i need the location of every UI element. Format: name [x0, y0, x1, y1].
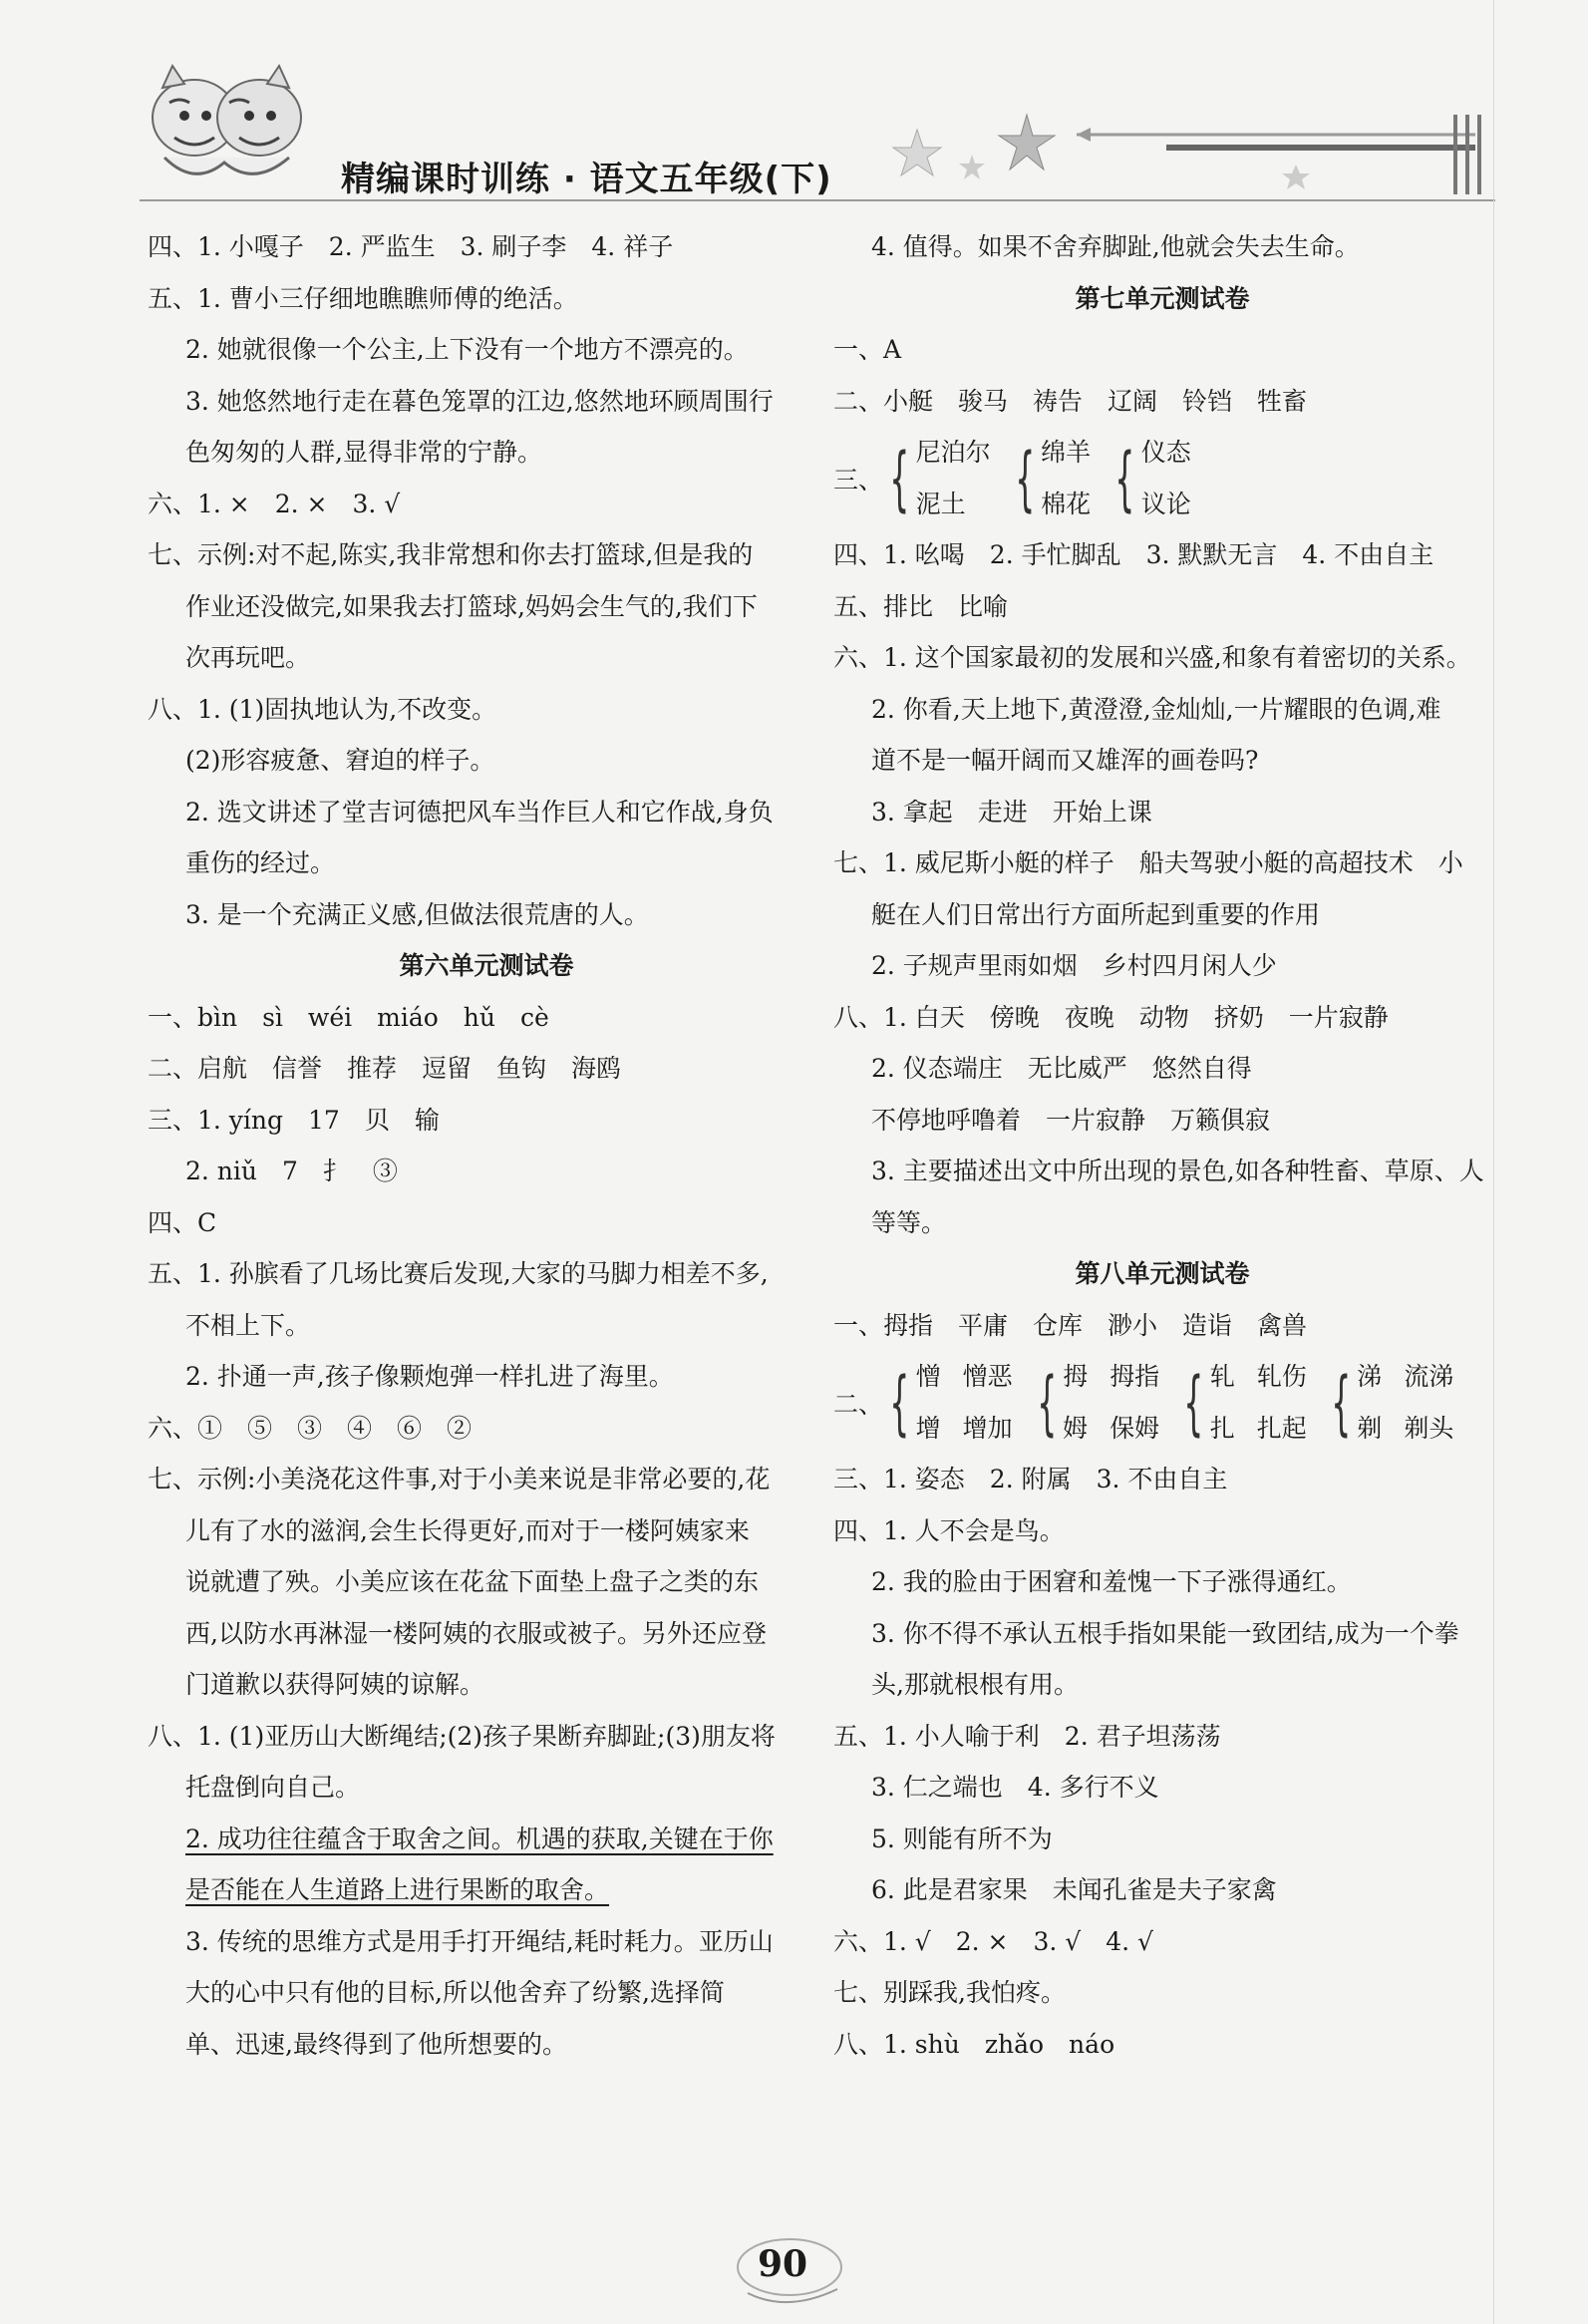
- answer-text: 3. 是一个充满正义感,但做法很荒唐的人。: [185, 899, 649, 929]
- answer-text: 3. 你不得不承认五根手指如果能一致团结,成为一个拳: [871, 1618, 1459, 1648]
- answer-text: 七、1. 威尼斯小艇的样子 船夫驾驶小艇的高超技术 小: [833, 848, 1463, 877]
- answer-line: [148, 1711, 825, 1763]
- answer-line: [148, 479, 825, 530]
- answer-line: [833, 1967, 1491, 2019]
- answer-line: [148, 1659, 825, 1711]
- answer-line: [833, 1095, 1491, 1147]
- answer-text: 第六单元测试卷: [399, 951, 574, 980]
- answer-text: 说就遭了殃。小美应该在花盆下面垫上盘子之类的东: [185, 1567, 760, 1596]
- answer-line: [148, 2019, 825, 2071]
- char-group: [883, 1351, 1013, 1454]
- right-column: [833, 221, 1491, 2070]
- answer-line: [148, 1762, 825, 1814]
- answer-text: (2)形容疲惫、窘迫的样子。: [185, 746, 495, 775]
- answer-line: [148, 324, 825, 376]
- answer-text: 头,那就根根有用。: [871, 1670, 1079, 1699]
- answer-line: [148, 427, 825, 479]
- answer-text: 西,以防水再淋湿一楼阿姨的衣服或被子。另外还应登: [185, 1618, 767, 1648]
- group-char: 憎: [915, 1362, 941, 1391]
- answer-line: [148, 581, 825, 633]
- answer-line: [148, 1300, 825, 1352]
- answer-text: 2. 扑通一声,孩子像颗炮弹一样扎进了海里。: [185, 1362, 674, 1391]
- answer-text: 3. 仁之端也 4. 多行不义: [871, 1773, 1159, 1802]
- group-char: 增: [915, 1413, 941, 1443]
- answer-line: [148, 1814, 825, 1865]
- answer-text: 第八单元测试卷: [1075, 1259, 1250, 1288]
- answer-text: 二、小艇 骏马 祷告 辽阔 铃铛 牲畜: [833, 386, 1308, 416]
- answer-text: 单、迅速,最终得到了他所想要的。: [185, 2029, 567, 2059]
- word-group: [1109, 427, 1191, 529]
- group-char: 扎: [1209, 1413, 1235, 1443]
- left-column: [148, 221, 825, 2070]
- group-word: 保姆: [1110, 1413, 1160, 1443]
- header-rule: [140, 199, 1495, 201]
- answer-line: [833, 1916, 1491, 1968]
- group-char: 拇: [1063, 1362, 1089, 1391]
- q7-3-prefix: 三、: [833, 465, 884, 495]
- answer-line: [148, 1248, 825, 1300]
- answer-text: 一、bìn sì wéi miáo hǔ cè: [148, 1002, 549, 1032]
- answer-text: 五、排比 比喻: [833, 591, 1009, 621]
- answer-text: 作业还没做完,如果我去打篮球,妈妈会生气的,我们下: [185, 591, 758, 621]
- answer-text: 六、① ⑤ ③ ④ ⑥ ②: [148, 1413, 473, 1443]
- char-group: [1177, 1351, 1307, 1454]
- answer-text: 大的心中只有他的目标,所以他舍弃了纷繁,选择简: [185, 1978, 725, 2007]
- answer-line: [833, 1864, 1491, 1916]
- section-title: [833, 1248, 1491, 1300]
- answer-text: 七、示例:对不起,陈实,我非常想和你去打篮球,但是我的: [148, 540, 754, 569]
- answer-text: 七、别踩我,我怕疼。: [833, 1978, 1066, 2007]
- brace-icon: {: [1036, 1361, 1057, 1444]
- answer-line: [833, 889, 1491, 941]
- answer-line: [148, 632, 825, 684]
- word-group: [1009, 427, 1092, 529]
- answer-text: 三、1. 姿态 2. 附属 3. 不由自主: [833, 1465, 1228, 1494]
- answer-line: [833, 1146, 1491, 1197]
- group-word: 议论: [1140, 489, 1191, 518]
- group-word: 尼泊尔: [915, 438, 991, 467]
- answer-line: [148, 837, 825, 889]
- answer-line: [833, 1814, 1491, 1865]
- answer-line: [833, 684, 1491, 736]
- answer-line: [833, 1197, 1491, 1249]
- answer-line: [833, 376, 1491, 428]
- answer-text: 2. 子规声里雨如烟 乡村四月闲人少: [871, 951, 1277, 980]
- answer-text: 4. 值得。如果不舍弃脚趾,他就会失去生命。: [871, 232, 1360, 261]
- answer-text: 七、示例:小美浇花这件事,对于小美来说是非常必要的,花: [148, 1465, 771, 1494]
- answer-text: 5. 则能有所不为: [871, 1824, 1053, 1853]
- answer-text: 四、1. 小嘎子 2. 严监生 3. 刷子李 4. 祥子: [148, 232, 674, 261]
- section-title: [148, 940, 825, 992]
- answer-line: [833, 324, 1491, 376]
- word-group: [883, 427, 991, 529]
- answer-text: 是否能在人生道路上进行果断的取舍。: [185, 1875, 610, 1904]
- answer-text: 四、C: [148, 1207, 217, 1237]
- answer-text: 托盘倒向自己。: [185, 1773, 361, 1802]
- answer-line: [833, 735, 1491, 787]
- answer-line: [833, 1711, 1491, 1763]
- brace-icon: {: [1014, 437, 1035, 519]
- answer-line: [833, 1300, 1491, 1352]
- group-char: 轧: [1209, 1362, 1235, 1391]
- answer-text: 八、1. (1)固执地认为,不改变。: [148, 694, 497, 724]
- group-word: 增加: [962, 1413, 1013, 1443]
- brace-icon: {: [1114, 437, 1135, 519]
- answer-line: [148, 1967, 825, 2019]
- section-title: [833, 273, 1491, 325]
- answer-line: [148, 1916, 825, 1968]
- answer-text: 四、1. 吆喝 2. 手忙脚乱 3. 默默无言 4. 不由自主: [833, 540, 1434, 569]
- q8-2-prefix: 二、: [833, 1389, 884, 1419]
- answer-line: [148, 684, 825, 736]
- unit7-q3-word-groups: [833, 427, 1491, 529]
- answer-line: [833, 2019, 1491, 2071]
- answer-text: 儿有了水的滋润,会生长得更好,而对于一楼阿姨家来: [185, 1515, 750, 1545]
- brace-icon: {: [1331, 1361, 1352, 1444]
- answer-text: 色匆匆的人群,显得非常的宁静。: [185, 438, 542, 467]
- answer-line: [148, 221, 825, 273]
- answer-line: [148, 273, 825, 325]
- answer-text: 2. 仪态端庄 无比威严 悠然自得: [871, 1054, 1252, 1083]
- answer-text: 2. 成功往往蕴含于取舍之间。机遇的获取,关键在于你: [185, 1824, 774, 1853]
- answer-text: 六、1. 这个国家最初的发展和兴盛,和象有着密切的关系。: [833, 643, 1471, 672]
- group-word: 绵羊: [1041, 438, 1092, 467]
- answer-line: [148, 1505, 825, 1557]
- answer-line: [148, 1146, 825, 1197]
- group-word: 棉花: [1041, 489, 1092, 518]
- group-word: 憎恶: [962, 1362, 1013, 1391]
- answer-text: 六、1. √ 2. × 3. √ 4. √: [833, 1926, 1153, 1956]
- answer-text: 2. 选文讲述了堂吉诃德把风车当作巨人和它作战,身负: [185, 797, 774, 827]
- answer-text: 五、1. 曹小三仔细地瞧瞧师傅的绝活。: [148, 283, 578, 313]
- header-title: 精编课时训练 · 语文五年级(下): [341, 160, 832, 199]
- answer-text: 2. niǔ 7 扌 ③: [185, 1157, 398, 1185]
- answer-line: [148, 376, 825, 428]
- answer-text: 三、1. yíng 17 贝 输: [148, 1105, 440, 1135]
- arrow-lines-decoration-icon: [1057, 110, 1495, 199]
- group-word: 扎起: [1256, 1413, 1307, 1443]
- group-word: 泥土: [915, 489, 966, 518]
- answer-line: [148, 1454, 825, 1505]
- answer-line: [148, 529, 825, 581]
- group-word: 仪态: [1140, 438, 1191, 467]
- answer-line: [148, 889, 825, 941]
- answer-line: [148, 735, 825, 787]
- page-header: [0, 0, 1588, 209]
- answer-line: [148, 787, 825, 838]
- answer-line: [833, 632, 1491, 684]
- answer-line: [148, 1043, 825, 1095]
- answer-text: 门道歉以获得阿姨的谅解。: [185, 1670, 485, 1699]
- answer-line: [833, 1043, 1491, 1095]
- answer-line: [833, 787, 1491, 838]
- answer-text: 艇在人们日常出行方面所起到重要的作用: [871, 899, 1321, 929]
- group-word: 轧伤: [1256, 1362, 1307, 1391]
- answer-line: [833, 940, 1491, 992]
- answer-line: [148, 1864, 825, 1916]
- answer-line: [148, 1351, 825, 1403]
- answer-text: 2. 她就很像一个公主,上下没有一个地方不漂亮的。: [185, 335, 749, 364]
- group-char: 涕: [1357, 1362, 1383, 1391]
- answer-text: 五、1. 小人喻于利 2. 君子坦荡荡: [833, 1721, 1221, 1751]
- page-number: 90: [758, 2243, 808, 2285]
- answer-text: 一、拇指 平庸 仓库 渺小 造诣 禽兽: [833, 1310, 1308, 1340]
- answer-line: [148, 1608, 825, 1660]
- answer-text: 八、1. shù zhǎo náo: [833, 2029, 1115, 2059]
- answer-text: 二、启航 信誉 推荐 逗留 鱼钩 海鸥: [148, 1054, 622, 1083]
- answer-line: [833, 1454, 1491, 1505]
- answer-text: 八、1. 白天 傍晚 夜晚 动物 挤奶 一片寂静: [833, 1002, 1389, 1032]
- answer-line: [833, 1556, 1491, 1608]
- group-char: 剃: [1357, 1413, 1383, 1443]
- answer-text: 次再玩吧。: [185, 643, 311, 672]
- answer-line: [148, 1403, 825, 1455]
- answer-text: 重伤的经过。: [185, 848, 336, 877]
- answer-line: [148, 1095, 825, 1147]
- answer-text: 2. 我的脸由于困窘和羞愧一下子涨得通红。: [871, 1567, 1352, 1596]
- answer-line: [148, 1556, 825, 1608]
- answer-line: [833, 581, 1491, 633]
- answer-text: 不停地呼噜着 一片寂静 万籁俱寂: [871, 1105, 1271, 1135]
- answer-text: 第七单元测试卷: [1075, 283, 1250, 313]
- answer-text: 3. 她悠然地行走在暮色笼罩的江边,悠然地环顾周围行: [185, 386, 774, 416]
- answer-line: [833, 837, 1491, 889]
- group-word: 拇指: [1110, 1362, 1160, 1391]
- char-group: [1031, 1351, 1160, 1454]
- answer-line: [833, 992, 1491, 1044]
- brace-icon: {: [1183, 1361, 1204, 1444]
- brace-icon: {: [889, 1361, 910, 1444]
- answer-line: [833, 1608, 1491, 1660]
- unit8-q2-char-groups: [833, 1351, 1491, 1454]
- group-char: 姆: [1063, 1413, 1089, 1443]
- group-word: 剃头: [1404, 1413, 1454, 1443]
- answer-text: 等等。: [871, 1207, 947, 1237]
- answer-text: 六、1. × 2. × 3. √: [148, 489, 401, 518]
- answer-text: 2. 你看,天上地下,黄澄澄,金灿灿,一片耀眼的色调,难: [871, 694, 1441, 724]
- answer-text: 3. 拿起 走进 开始上课: [871, 797, 1152, 827]
- group-word: 流涕: [1404, 1362, 1454, 1391]
- answer-line: [833, 1762, 1491, 1814]
- char-group: [1325, 1351, 1454, 1454]
- answer-line: [833, 221, 1491, 273]
- answer-line: [148, 1197, 825, 1249]
- answer-text: 不相上下。: [185, 1310, 311, 1340]
- tiger-cubs-mascot-icon: [135, 48, 324, 197]
- answer-text: 3. 传统的思维方式是用手打开绳结,耗时耗力。亚历山: [185, 1926, 774, 1956]
- answer-text: 四、1. 人不会是鸟。: [833, 1515, 1065, 1545]
- brace-icon: {: [889, 437, 910, 519]
- answer-line: [833, 1505, 1491, 1557]
- answer-text: 五、1. 孙膑看了几场比赛后发现,大家的马脚力相差不多,: [148, 1259, 769, 1288]
- answer-text: 6. 此是君家果 未闻孔雀是夫子家禽: [871, 1875, 1277, 1904]
- answer-text: 道不是一幅开阔而又雄浑的画卷吗?: [871, 746, 1259, 775]
- answer-text: 八、1. (1)亚历山大断绳结;(2)孩子果断弃脚趾;(3)朋友将: [148, 1721, 776, 1751]
- answer-line: [833, 529, 1491, 581]
- answer-text: 3. 主要描述出文中所出现的景色,如各种牲畜、草原、人: [871, 1157, 1484, 1185]
- page-edge: [1493, 0, 1494, 2324]
- answer-line: [833, 1659, 1491, 1711]
- answer-line: [148, 992, 825, 1044]
- answer-text: 一、A: [833, 335, 902, 364]
